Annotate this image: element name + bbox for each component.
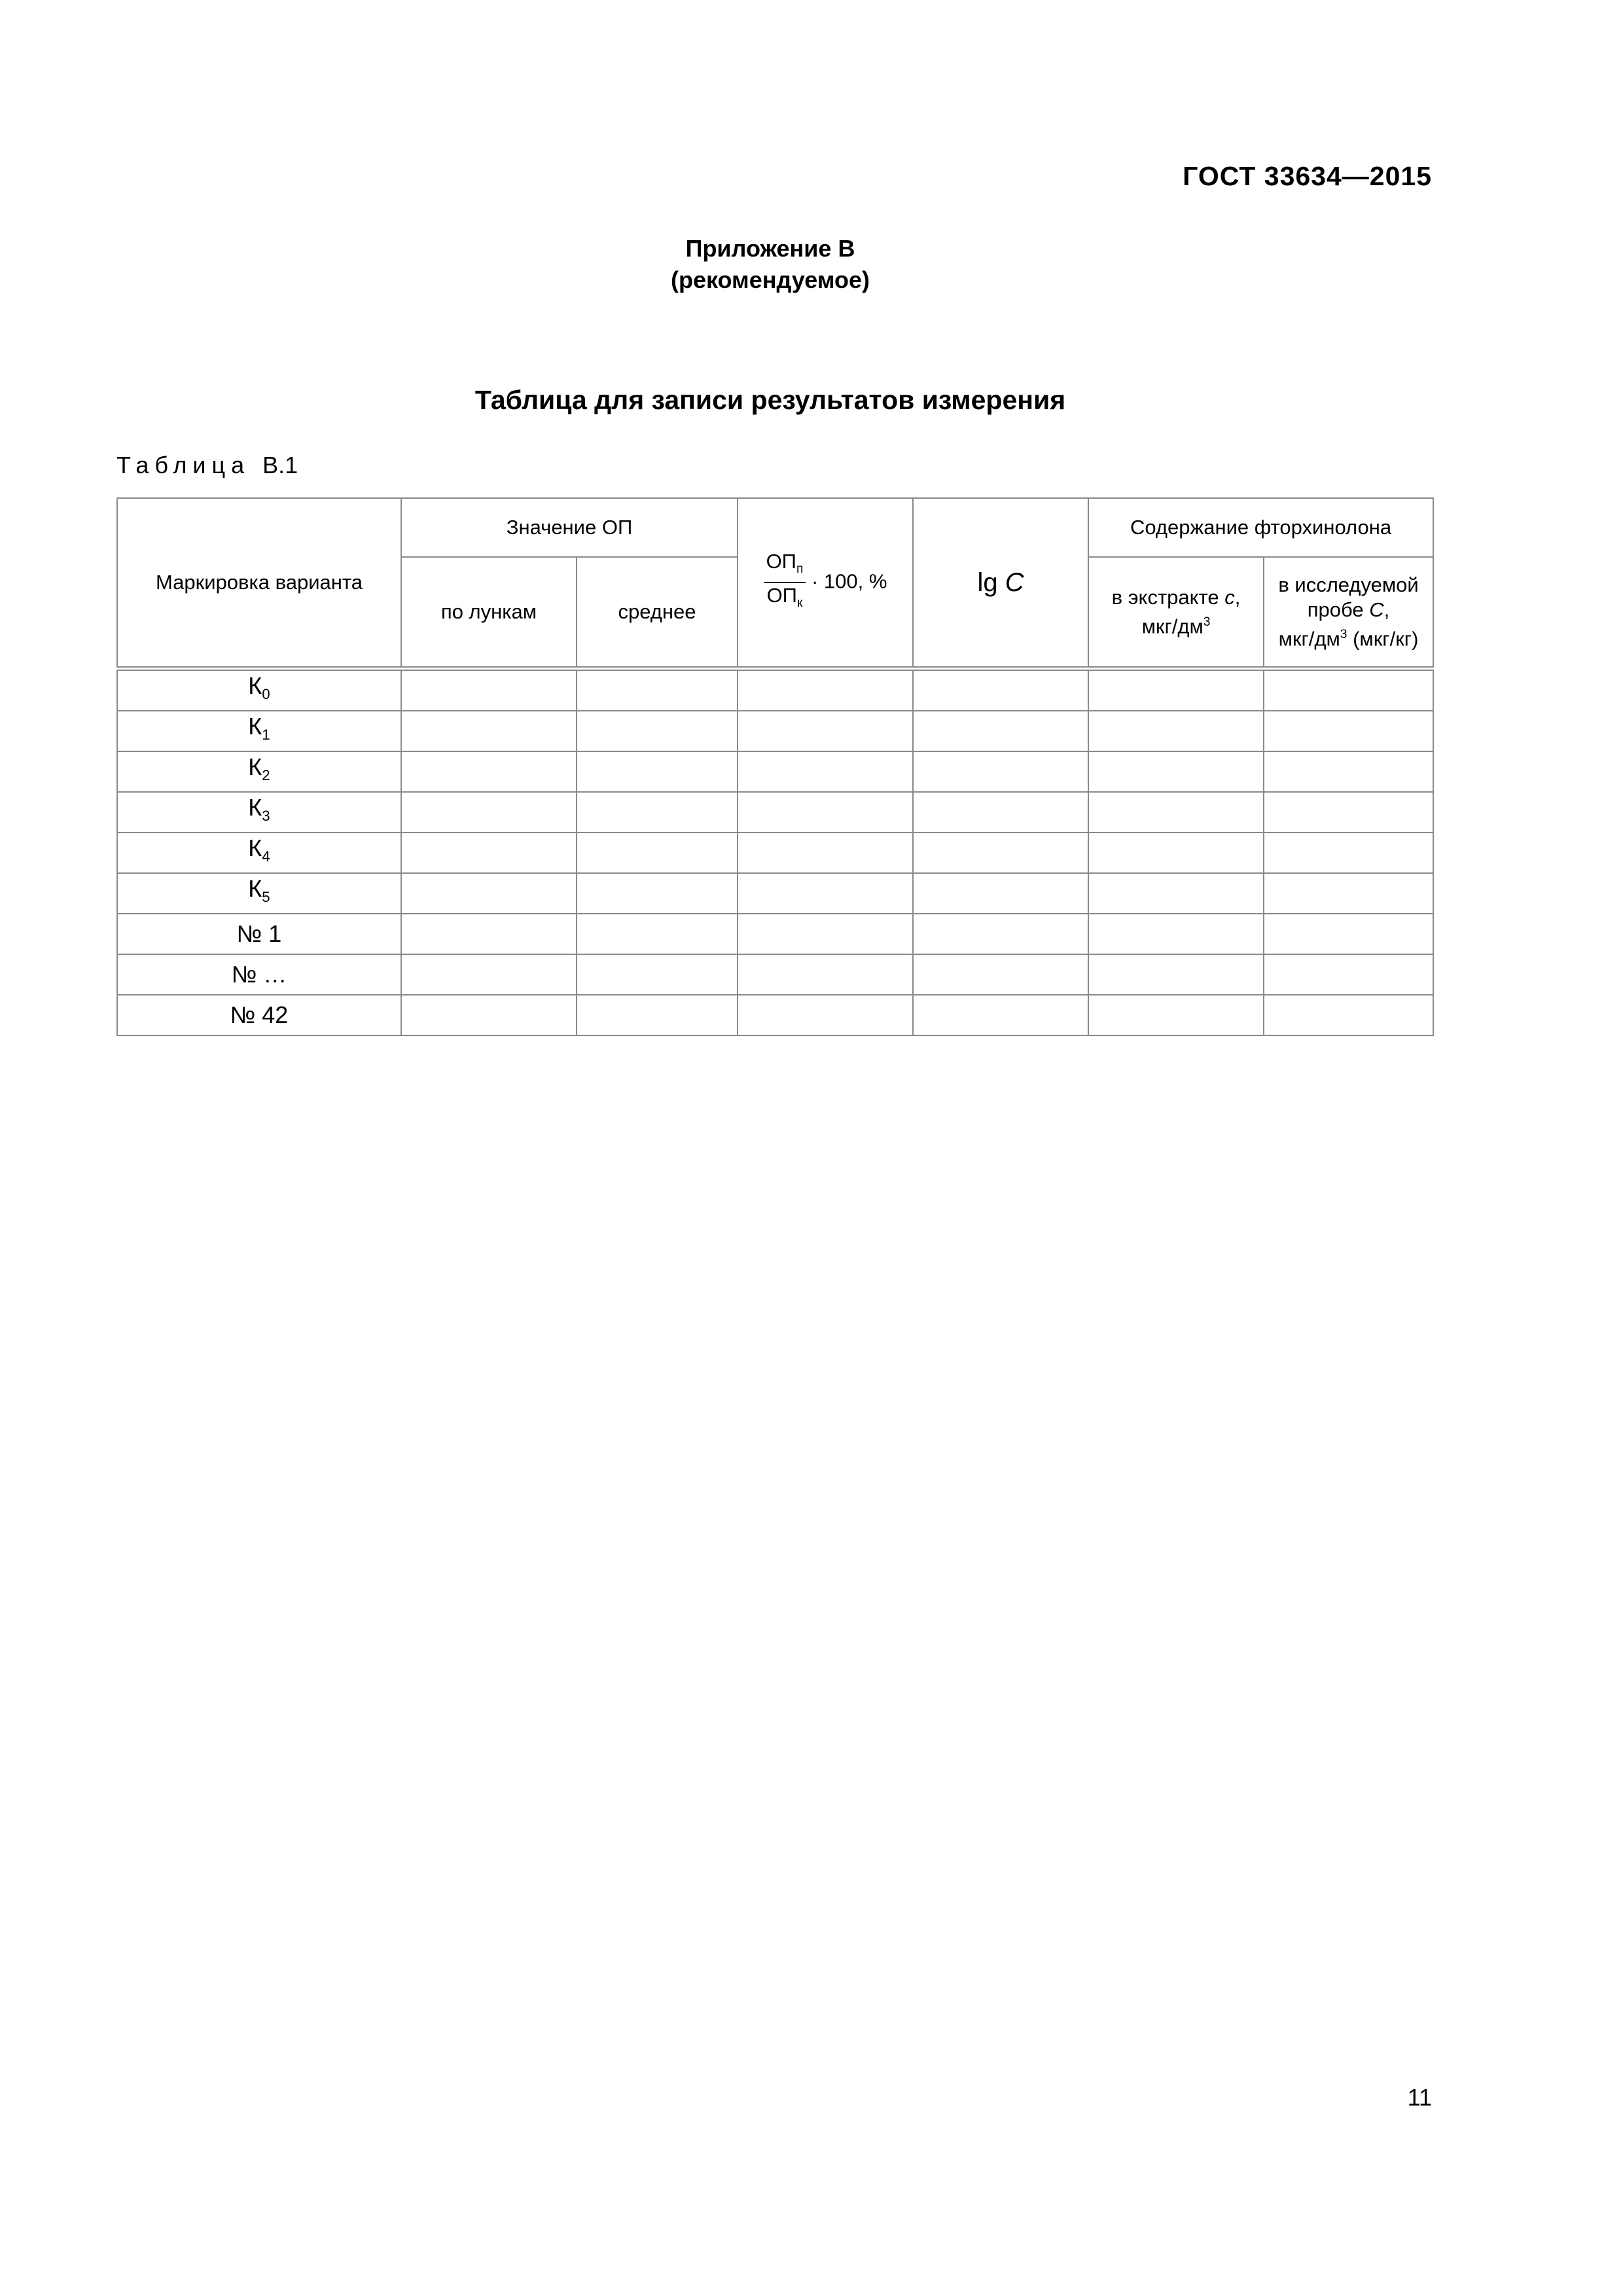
- empty-cell: [577, 833, 738, 873]
- empty-cell: [913, 833, 1088, 873]
- empty-cell: [401, 914, 577, 954]
- empty-cell: [1264, 833, 1433, 873]
- header-in-extract: в экстракте c, мкг/$дм^3$: [1088, 557, 1264, 669]
- row-label: [117, 833, 401, 873]
- empty-cell: [738, 873, 913, 914]
- table-row: [117, 873, 1433, 914]
- lg-prefix: lg: [977, 568, 998, 597]
- table-body: [117, 669, 1433, 1036]
- empty-cell: [401, 792, 577, 833]
- op-ratio-fraction: [764, 549, 806, 616]
- empty-cell: [913, 792, 1088, 833]
- extract-label: в экстракте: [1111, 585, 1219, 609]
- appendix-title: Приложение В: [685, 235, 855, 262]
- row-label-sub: 4: [262, 848, 270, 865]
- row-label: [117, 792, 401, 833]
- header-in-sample: в исследуемой пробе C, мкг/$дм^3$ (мкг/кг): [1264, 557, 1433, 669]
- empty-cell: [738, 914, 913, 954]
- row-label: [117, 711, 401, 751]
- empty-cell: [577, 711, 738, 751]
- empty-cell: [1264, 711, 1433, 751]
- table-row: [117, 792, 1433, 833]
- extract-variable: c: [1224, 585, 1235, 609]
- empty-cell: [738, 954, 913, 995]
- appendix-status: (рекомендуемое): [671, 266, 870, 293]
- table-row: [117, 954, 1433, 995]
- empty-cell: [1264, 751, 1433, 792]
- row-label-sub: 2: [262, 767, 270, 784]
- sample-unit-alt: (мкг/кг): [1353, 627, 1419, 651]
- header-variant: Маркировка варианта: [117, 498, 401, 669]
- table-caption-number: В.1: [262, 452, 298, 478]
- empty-cell: [738, 995, 913, 1035]
- row-label-text: К: [248, 834, 262, 862]
- table-header: [117, 498, 1433, 669]
- table-row: [117, 995, 1433, 1035]
- empty-cell: [577, 995, 738, 1035]
- header-lg-c: [913, 498, 1088, 669]
- empty-cell: [1088, 914, 1264, 954]
- row-label-sub: 0: [262, 686, 270, 703]
- ratio-numerator: ОП: [766, 549, 796, 573]
- row-label-sub: 5: [262, 889, 270, 906]
- header-op-ratio: [738, 498, 913, 669]
- empty-cell: [401, 751, 577, 792]
- empty-cell: [401, 669, 577, 711]
- row-label-text: № 1: [236, 920, 282, 947]
- row-label: [117, 751, 401, 792]
- lg-variable: C: [1005, 568, 1024, 597]
- row-label: [117, 669, 401, 711]
- row-label-text: К: [248, 713, 262, 740]
- header-op-mean: среднее: [577, 557, 738, 669]
- empty-cell: [738, 792, 913, 833]
- empty-cell: [1088, 873, 1264, 914]
- empty-cell: [1088, 711, 1264, 751]
- empty-cell: [913, 954, 1088, 995]
- empty-cell: [1264, 995, 1433, 1035]
- empty-cell: [1264, 669, 1433, 711]
- empty-cell: [913, 751, 1088, 792]
- empty-cell: [1088, 751, 1264, 792]
- table-caption-word: Таблица: [116, 452, 251, 478]
- extract-unit: мкг/дм: [1141, 615, 1204, 638]
- empty-cell: [577, 669, 738, 711]
- ratio-suffix: · 100, %: [812, 569, 887, 593]
- empty-cell: [401, 833, 577, 873]
- standard-code: ГОСТ 33634—2015: [1183, 161, 1432, 191]
- sample-label: в исследуемой: [1278, 573, 1419, 596]
- empty-cell: [738, 833, 913, 873]
- sample-unit-exponent: 3: [1340, 627, 1347, 641]
- table-row: [117, 914, 1433, 954]
- row-label: [117, 995, 401, 1035]
- empty-cell: [913, 914, 1088, 954]
- sample-unit: мкг/дм: [1278, 627, 1340, 651]
- row-label-sub: 1: [262, 726, 270, 744]
- empty-cell: [577, 873, 738, 914]
- empty-cell: [1088, 833, 1264, 873]
- empty-cell: [1264, 792, 1433, 833]
- empty-cell: [1088, 995, 1264, 1035]
- row-label: [117, 873, 401, 914]
- empty-cell: [1088, 792, 1264, 833]
- appendix-heading: [0, 233, 1541, 296]
- row-label: [117, 914, 401, 954]
- empty-cell: [401, 711, 577, 751]
- header-op-value: Значение ОП: [401, 498, 738, 557]
- row-label-sub: 3: [262, 808, 270, 825]
- empty-cell: [1264, 954, 1433, 995]
- ratio-denominator: ОП: [766, 584, 797, 607]
- table-caption: [116, 452, 298, 479]
- header-op-by-wells: по лункам: [401, 557, 577, 669]
- ratio-numerator-sub: п: [796, 562, 804, 576]
- row-label-text: К: [248, 794, 262, 821]
- empty-cell: [1264, 873, 1433, 914]
- table-row: [117, 669, 1433, 711]
- empty-cell: [738, 669, 913, 711]
- row-label-text: К: [248, 672, 262, 700]
- header-content: Содержание фторхинолона: [1088, 498, 1433, 557]
- row-label-text: К: [248, 753, 262, 781]
- empty-cell: [401, 873, 577, 914]
- empty-cell: [577, 751, 738, 792]
- empty-cell: [577, 954, 738, 995]
- sample-label-2: пробе: [1307, 598, 1364, 621]
- empty-cell: [401, 954, 577, 995]
- sample-variable: C: [1369, 598, 1384, 621]
- empty-cell: [913, 669, 1088, 711]
- empty-cell: [577, 914, 738, 954]
- empty-cell: [913, 995, 1088, 1035]
- empty-cell: [1088, 954, 1264, 995]
- empty-cell: [1264, 914, 1433, 954]
- empty-cell: [577, 792, 738, 833]
- empty-cell: [738, 711, 913, 751]
- ratio-denominator-sub: к: [796, 596, 803, 611]
- table-row: [117, 711, 1433, 751]
- empty-cell: [738, 751, 913, 792]
- table-row: [117, 833, 1433, 873]
- extract-unit-exponent: 3: [1203, 615, 1211, 629]
- empty-cell: [401, 995, 577, 1035]
- row-label-text: № …: [231, 961, 287, 988]
- row-label-text: № 42: [230, 1001, 289, 1028]
- empty-cell: [913, 873, 1088, 914]
- table-row: [117, 751, 1433, 792]
- page-number: 11: [1407, 2084, 1432, 2111]
- results-table: [116, 497, 1434, 1036]
- empty-cell: [1088, 669, 1264, 711]
- empty-cell: [913, 711, 1088, 751]
- row-label-text: К: [248, 875, 262, 903]
- row-label: [117, 954, 401, 995]
- page-title: Таблица для записи результатов измерения: [474, 385, 1066, 415]
